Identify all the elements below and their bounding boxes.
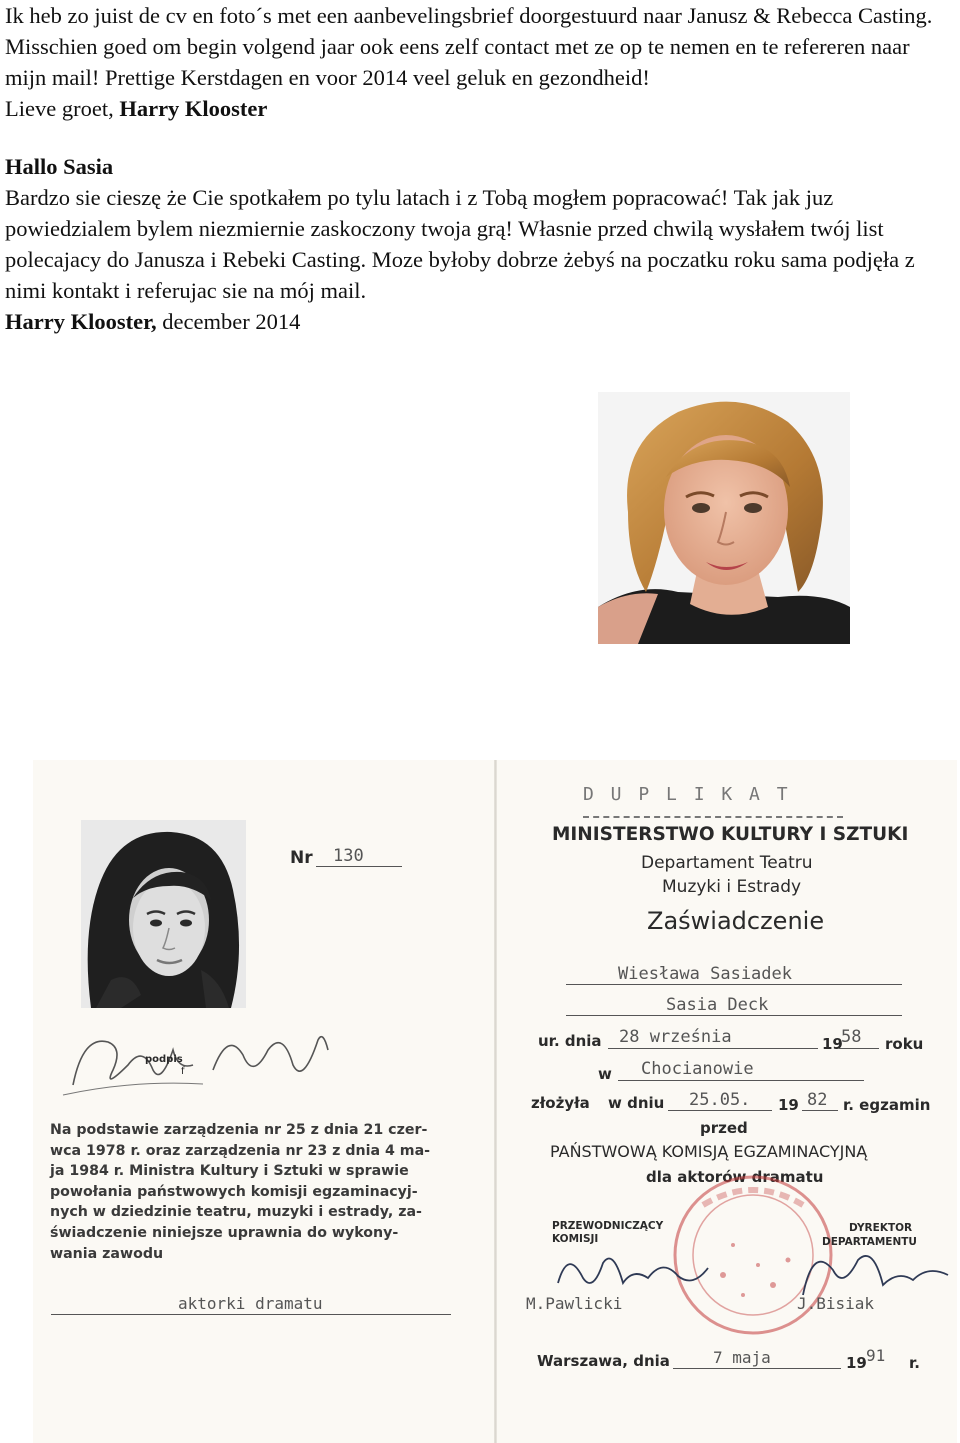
podpis-f: f — [181, 1066, 185, 1077]
legal-text: Na podstawie zarządzenia nr 25 z dnia 21 czer- wca 1978 r. oraz zarządzenia nr 23 z dnia 4 ma- ja 1984 r. Ministra Kultury i Sztuki w sprawie powołania państwowych komisji egzaminacyj- nych w dziedzinie teatru, muzyki i estrady, za- świadczenie niniejsze uprawnia do wykony- wania zawodu — [50, 1122, 431, 1262]
chair-signature — [548, 1238, 718, 1302]
portrait-photo — [598, 392, 850, 644]
nr-value: 130 — [333, 846, 364, 866]
exam-label: złożyła — [531, 1094, 590, 1112]
exam-date-label: w dniu — [608, 1094, 665, 1112]
born-year-underline — [839, 1048, 879, 1049]
born-suffix: roku — [885, 1035, 924, 1053]
exam-date: 25.05. — [689, 1090, 751, 1110]
polish-greeting: Hallo Sasia — [5, 154, 114, 179]
certificate — [33, 760, 957, 1443]
exam-suffix: r. egzamin — [843, 1096, 931, 1114]
commission: PAŃSTWOWĄ KOMISJĄ EGZAMINACYJNĄ — [550, 1142, 868, 1161]
issue-date-underline — [673, 1368, 841, 1369]
handwritten-signature — [53, 1010, 353, 1109]
exam-year: 82 — [807, 1090, 828, 1110]
born-year: 58 — [841, 1027, 862, 1047]
issue-date: 7 maja — [713, 1348, 771, 1367]
certificate-title: Zaświadczenie — [647, 907, 825, 935]
nr-label: Nr — [290, 848, 313, 868]
director-label-1: DYREKTOR — [849, 1222, 913, 1234]
letter — [5, 0, 955, 337]
born-underline — [608, 1048, 818, 1049]
born-year-prefix: 19 — [822, 1035, 843, 1053]
page-fold — [494, 760, 497, 1443]
exam-year-underline — [802, 1110, 838, 1111]
exam-year-prefix: 19 — [778, 1096, 799, 1114]
dutch-paragraph: Ik heb zo juist de cv en foto´s met een aanbevelingsbrief doorgestuurd naar Janusz & Rebecca Casting. Misschien goed om begin volgend jaar ook eens zelf contact met ze op te nemen en te refereren naar mijn mail! Prettige Kerstdagen en voor 2014 veel geluk en gezondheid! Lieve groet, Harry Klooster — [5, 3, 933, 121]
issue-suffix: r. — [909, 1354, 920, 1372]
issue-year: 91 — [866, 1346, 886, 1365]
for-actors: dla aktorów dramatu — [646, 1168, 824, 1186]
director-name: J.Bisiak — [797, 1294, 875, 1313]
profession-underline — [51, 1314, 451, 1315]
holder-name: Wiesława Sasiadek — [618, 964, 792, 984]
exam-date-underline — [668, 1110, 772, 1111]
issue-year-prefix: 19 — [846, 1354, 867, 1372]
place-underline — [618, 1080, 864, 1081]
chair-name: M.Pawlicki — [526, 1294, 623, 1313]
stage-name-underline — [566, 1015, 902, 1016]
duplikat-rule — [583, 816, 843, 818]
profession: aktorki dramatu — [178, 1294, 323, 1313]
polish-paragraph: Bardzo sie cieszę że Cie spotkałem po tylu latach i z Tobą mogłem popracować! Tak jak juz powiedzialem bylem niezmiernie zaskoczony twoja grą! Własnie przed chwilą wysłałem twój list polecajacy do Janusza i Rebeki Casting. Moze byłoby dobrze żebyś na poczatku roku sama podjęła z nimi kontakt i referujac sie na mój mail. — [5, 185, 915, 303]
stage-name: Sasia Deck — [666, 995, 769, 1015]
dutch-signature: Harry Klooster — [119, 96, 268, 121]
chair-label-1: PRZEWODNICZĄCY — [552, 1220, 664, 1232]
duplikat: D U P L I K A T — [583, 784, 791, 805]
before-label: przed — [700, 1119, 748, 1137]
place-date-label: Warszawa, dnia — [537, 1352, 670, 1370]
holder-name-underline — [566, 984, 902, 985]
place-prefix: w — [598, 1065, 612, 1083]
chair-label-2: KOMISJI — [552, 1233, 599, 1245]
polish-signature-line: Harry Klooster, december 2014 — [5, 309, 301, 334]
department-line-1: Departament Teatru — [641, 853, 813, 873]
born-date: 28 września — [619, 1027, 732, 1047]
director-label-2: DEPARTAMENTU — [822, 1236, 917, 1248]
podpis-label: podpis — [145, 1054, 183, 1065]
nr-underline — [316, 866, 402, 867]
born-label: ur. dnia — [538, 1032, 602, 1050]
certificate-photo — [81, 820, 246, 1008]
department-line-2: Muzyki i Estrady — [662, 877, 802, 897]
birth-place: Chocianowie — [641, 1059, 754, 1079]
ministry: MINISTERSTWO KULTURY I SZTUKI — [552, 824, 909, 845]
